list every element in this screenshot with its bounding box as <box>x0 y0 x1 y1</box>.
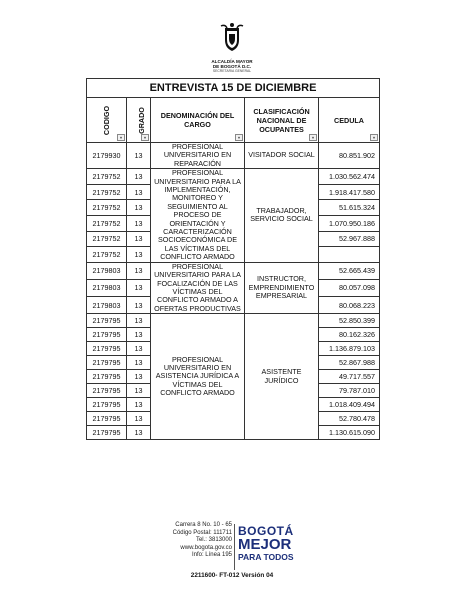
codigo-cell: 2179752 <box>87 231 127 247</box>
filter-dropdown-button[interactable]: ▾ <box>235 134 243 141</box>
bogota-mejor-logo <box>238 525 304 562</box>
header-codigo: CODIGO ▾ <box>87 98 127 143</box>
header-line-2: DE BOGOTÁ D.C. <box>212 64 252 70</box>
cedula-cell: 49.717.557 <box>319 370 380 384</box>
cedula-cell: 1.018.409.494 <box>319 398 380 412</box>
filter-dropdown-button[interactable]: ▾ <box>309 134 317 141</box>
header-clasificacion: CLASIFICACIÓN NACIONAL DE OCUPANTES ▾ <box>245 98 319 143</box>
logo-line-1: BOGOTÁ <box>238 524 294 538</box>
cedula-cell: 52.780.478 <box>319 412 380 426</box>
cedula-cell: 1.136.879.103 <box>319 342 380 356</box>
grado-cell: 13 <box>127 328 151 342</box>
codigo-cell: 2179752 <box>87 184 127 200</box>
filter-dropdown-button[interactable]: ▾ <box>117 134 125 141</box>
grado-cell: 13 <box>127 384 151 398</box>
grado-cell: 13 <box>127 184 151 200</box>
logo-line-3: PARA TODOS <box>238 552 294 562</box>
header-grado: GRADO ▾ <box>127 98 151 143</box>
codigo-cell: 2179795 <box>87 412 127 426</box>
address-line: Código Postal: 111711 <box>172 529 232 536</box>
codigo-cell: 2179752 <box>87 215 127 231</box>
codigo-cell: 2179803 <box>87 296 127 313</box>
address-block <box>156 522 232 560</box>
cedula-cell: 80.162.326 <box>319 328 380 342</box>
grado-cell: 13 <box>127 143 151 169</box>
grado-cell: 13 <box>127 247 151 263</box>
codigo-cell: 2179752 <box>87 247 127 263</box>
cedula-cell: 52.867.988 <box>319 356 380 370</box>
table-row <box>87 143 380 169</box>
logo-line-2: MEJOR <box>238 536 292 553</box>
address-line: Tel.: 3813000 <box>195 537 232 544</box>
address-line: Carrera 8 No. 10 - 65 <box>175 522 232 528</box>
cedula-cell: 80.851.902 <box>319 143 380 169</box>
grado-cell: 13 <box>127 426 151 440</box>
grado-cell: 13 <box>127 279 151 296</box>
codigo-cell: 2179795 <box>87 356 127 370</box>
address-line: Info: Línea 195 <box>191 552 232 559</box>
grado-cell: 13 <box>127 342 151 356</box>
cedula-cell: 1.030.562.474 <box>319 169 380 185</box>
codigo-cell: 2179795 <box>87 342 127 356</box>
codigo-cell: 2179803 <box>87 262 127 279</box>
cedula-cell: 1.130.615.090 <box>319 426 380 440</box>
clasificacion-cell: VISITADOR SOCIAL <box>245 143 319 169</box>
header-cedula: CEDULA ▾ <box>319 98 380 143</box>
clasificacion-cell: ASISTENTE JURÍDICO <box>245 314 319 440</box>
codigo-cell: 2179752 <box>87 200 127 216</box>
footer-divider <box>234 524 235 570</box>
grado-cell: 13 <box>127 296 151 313</box>
grado-cell: 13 <box>127 200 151 216</box>
codigo-cell: 2179795 <box>87 328 127 342</box>
interview-table <box>86 78 380 440</box>
cedula-cell: 80.057.098 <box>319 279 380 296</box>
cedula-cell: 52.967.888 <box>319 231 380 247</box>
codigo-cell: 2179803 <box>87 279 127 296</box>
grado-cell: 13 <box>127 314 151 328</box>
codigo-cell: 2179795 <box>87 314 127 328</box>
bogota-coat-of-arms-icon <box>217 22 247 54</box>
codigo-cell: 2179752 <box>87 169 127 185</box>
form-code: 2211600- FT-012 Versión 04 <box>190 572 274 579</box>
document-header <box>0 22 464 74</box>
grado-cell: 13 <box>127 215 151 231</box>
grado-cell: 13 <box>127 231 151 247</box>
grado-cell: 13 <box>127 169 151 185</box>
grado-cell: 13 <box>127 370 151 384</box>
grado-cell: 13 <box>127 262 151 279</box>
header-line-1: ALCALDÍA MAYOR <box>211 59 253 64</box>
cedula-cell <box>319 247 380 263</box>
cedula-cell: 52.850.399 <box>319 314 380 328</box>
filter-dropdown-button[interactable]: ▾ <box>141 134 149 141</box>
cargo-cell: PROFESIONAL UNIVERSITARIO PARA LA FOCALIZACIÓN DE LAS VÍCTIMAS DEL CONFLICTO ARMADO A OFERTAS PRODUCTIVAS <box>151 262 245 313</box>
table-row <box>87 169 380 185</box>
grado-cell: 13 <box>127 412 151 426</box>
address-line: www.bogota.gov.co <box>180 544 232 551</box>
codigo-cell: 2179795 <box>87 384 127 398</box>
cedula-cell: 51.615.324 <box>319 200 380 216</box>
table-body <box>87 143 380 440</box>
codigo-cell: 2179795 <box>87 398 127 412</box>
cedula-cell: 1.918.417.580 <box>319 184 380 200</box>
table-row <box>87 262 380 279</box>
cargo-cell: PROFESIONAL UNIVERSITARIO PARA LA IMPLEMENTACIÓN, MONITOREO Y SEGUIMIENTO AL PROCESO DE ORIENTACIÓN Y CARACTERIZACIÓN SOCIOECONÓMICA DE LAS VÍCTIMAS DEL CONFLICTO ARMADO <box>151 169 245 262</box>
cargo-cell: PROFESIONAL UNIVERSITARIO EN ASISTENCIA JURÍDICA A VÍCTIMAS DEL CONFLICTO ARMADO <box>151 314 245 440</box>
codigo-cell: 2179930 <box>87 143 127 169</box>
clasificacion-cell: INSTRUCTOR, EMPRENDIMIENTO EMPRESARIAL <box>245 262 319 313</box>
cedula-cell: 80.068.223 <box>319 296 380 313</box>
grado-cell: 13 <box>127 398 151 412</box>
clasificacion-cell: TRABAJADOR, SERVICIO SOCIAL <box>245 169 319 262</box>
codigo-cell: 2179795 <box>87 426 127 440</box>
header-line-3: SECRETARIA GENERAL <box>212 69 252 74</box>
cedula-cell: 1.070.950.186 <box>319 215 380 231</box>
header-denominacion: DENOMINACIÓN DEL CARGO ▾ <box>151 98 245 143</box>
table-row <box>87 314 380 328</box>
cedula-cell: 52.665.439 <box>319 262 380 279</box>
cargo-cell: PROFESIONAL UNIVERSITARIO EN REPARACIÓN <box>151 143 245 169</box>
table-title: ENTREVISTA 15 DE DICIEMBRE <box>87 79 380 98</box>
filter-dropdown-button[interactable]: ▾ <box>370 134 378 141</box>
codigo-cell: 2179795 <box>87 370 127 384</box>
grado-cell: 13 <box>127 356 151 370</box>
cedula-cell: 79.787.010 <box>319 384 380 398</box>
